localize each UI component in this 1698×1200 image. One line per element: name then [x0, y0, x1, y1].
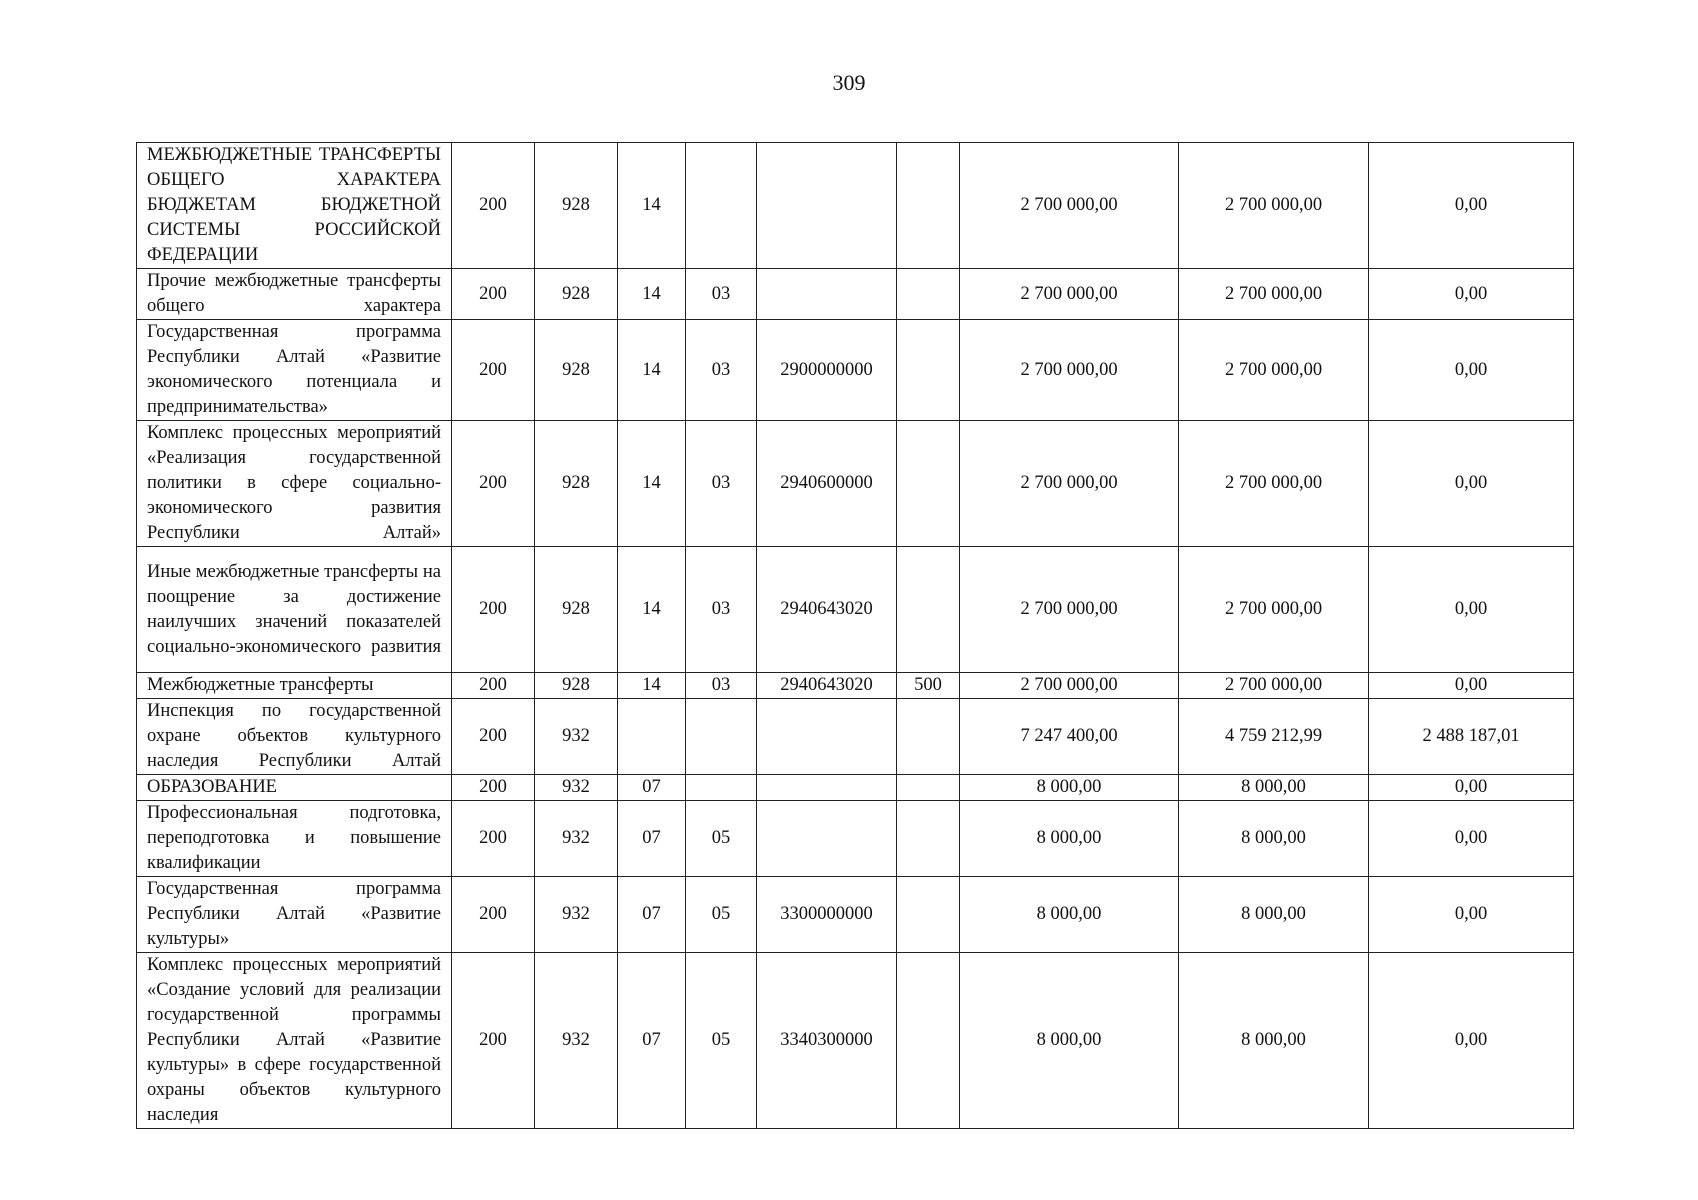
code-cell: 928	[535, 673, 618, 699]
amount-cell: 2 700 000,00	[1179, 421, 1369, 547]
code-cell	[897, 699, 960, 775]
code-cell: 05	[686, 877, 757, 953]
table-row	[137, 320, 1574, 421]
code-cell: 14	[618, 269, 686, 320]
code-cell: 07	[618, 775, 686, 801]
code-cell: 07	[618, 953, 686, 1129]
amount-cell: 2 700 000,00	[960, 547, 1179, 673]
code-cell	[897, 801, 960, 877]
row-name: Межбюджетные трансферты	[137, 673, 452, 699]
code-cell: 05	[686, 953, 757, 1129]
code-cell: 03	[686, 421, 757, 547]
amount-cell: 2 700 000,00	[960, 673, 1179, 699]
code-cell	[757, 143, 897, 269]
amount-cell: 0,00	[1369, 269, 1574, 320]
code-cell	[897, 877, 960, 953]
code-cell: 928	[535, 320, 618, 421]
amount-cell: 2 700 000,00	[1179, 547, 1369, 673]
code-cell: 932	[535, 699, 618, 775]
code-cell: 928	[535, 421, 618, 547]
code-cell: 928	[535, 269, 618, 320]
code-cell: 928	[535, 547, 618, 673]
amount-cell: 0,00	[1369, 673, 1574, 699]
amount-cell: 8 000,00	[1179, 775, 1369, 801]
code-cell	[618, 699, 686, 775]
code-cell	[757, 775, 897, 801]
amount-cell: 0,00	[1369, 547, 1574, 673]
code-cell: 05	[686, 801, 757, 877]
amount-cell: 2 700 000,00	[1179, 143, 1369, 269]
code-cell: 07	[618, 877, 686, 953]
amount-cell: 2 488 187,01	[1369, 699, 1574, 775]
amount-cell: 0,00	[1369, 953, 1574, 1129]
code-cell: 200	[452, 877, 535, 953]
amount-cell: 7 247 400,00	[960, 699, 1179, 775]
amount-cell: 2 700 000,00	[1179, 320, 1369, 421]
code-cell: 200	[452, 143, 535, 269]
code-cell: 200	[452, 673, 535, 699]
code-cell: 3300000000	[757, 877, 897, 953]
row-name: Государственная программа Республики Алтай «Развитие культуры»	[137, 877, 452, 953]
code-cell: 3340300000	[757, 953, 897, 1129]
code-cell: 14	[618, 421, 686, 547]
code-cell: 2940643020	[757, 673, 897, 699]
budget-table	[136, 142, 1574, 1129]
amount-cell: 2 700 000,00	[960, 269, 1179, 320]
amount-cell: 2 700 000,00	[960, 320, 1179, 421]
code-cell: 03	[686, 269, 757, 320]
code-cell: 03	[686, 673, 757, 699]
code-cell: 03	[686, 547, 757, 673]
code-cell: 14	[618, 673, 686, 699]
table-row	[137, 801, 1574, 877]
row-name: Профессиональная подготовка, переподготовка и повышение квалификации	[137, 801, 452, 877]
row-name: Инспекция по государственной охране объектов культурного наследия Республики Алтай	[137, 699, 452, 775]
code-cell	[757, 269, 897, 320]
code-cell: 200	[452, 320, 535, 421]
row-name: Иные межбюджетные трансферты на поощрение за достижение наилучших значений показателей социально-экономического развития	[137, 547, 452, 673]
code-cell: 932	[535, 775, 618, 801]
amount-cell: 8 000,00	[960, 953, 1179, 1129]
row-name: Комплекс процессных мероприятий «Реализация государственной политики в сфере социально-экономического развития Республики Алтай»	[137, 421, 452, 547]
code-cell	[897, 953, 960, 1129]
table-row	[137, 547, 1574, 673]
code-cell: 200	[452, 953, 535, 1129]
code-cell	[757, 801, 897, 877]
code-cell: 2940643020	[757, 547, 897, 673]
code-cell: 200	[452, 269, 535, 320]
amount-cell: 0,00	[1369, 320, 1574, 421]
code-cell: 2940600000	[757, 421, 897, 547]
row-name: ОБРАЗОВАНИЕ	[137, 775, 452, 801]
code-cell: 200	[452, 801, 535, 877]
code-cell	[686, 143, 757, 269]
amount-cell: 0,00	[1369, 877, 1574, 953]
code-cell	[897, 269, 960, 320]
code-cell	[897, 143, 960, 269]
code-cell	[757, 699, 897, 775]
amount-cell: 0,00	[1369, 421, 1574, 547]
row-name: МЕЖБЮДЖЕТНЫЕ ТРАНСФЕРТЫ ОБЩЕГО ХАРАКТЕРА БЮДЖЕТАМ БЮДЖЕТНОЙ СИСТЕМЫ РОССИЙСКОЙ ФЕДЕРАЦИИ	[137, 143, 452, 269]
code-cell	[686, 775, 757, 801]
code-cell: 2900000000	[757, 320, 897, 421]
code-cell: 07	[618, 801, 686, 877]
amount-cell: 0,00	[1369, 775, 1574, 801]
table-row	[137, 699, 1574, 775]
row-name: Прочие межбюджетные трансферты общего характера	[137, 269, 452, 320]
amount-cell: 0,00	[1369, 143, 1574, 269]
code-cell	[897, 547, 960, 673]
code-cell: 932	[535, 953, 618, 1129]
amount-cell: 8 000,00	[960, 775, 1179, 801]
code-cell: 14	[618, 547, 686, 673]
amount-cell: 4 759 212,99	[1179, 699, 1369, 775]
code-cell: 928	[535, 143, 618, 269]
row-name: Государственная программа Республики Алтай «Развитие экономического потенциала и предпринимательства»	[137, 320, 452, 421]
code-cell: 03	[686, 320, 757, 421]
amount-cell: 8 000,00	[960, 801, 1179, 877]
amount-cell: 2 700 000,00	[1179, 269, 1369, 320]
code-cell: 932	[535, 801, 618, 877]
code-cell	[686, 699, 757, 775]
amount-cell: 8 000,00	[1179, 877, 1369, 953]
table-row	[137, 421, 1574, 547]
code-cell: 200	[452, 421, 535, 547]
table-row	[137, 953, 1574, 1129]
code-cell	[897, 775, 960, 801]
code-cell: 200	[452, 699, 535, 775]
code-cell: 932	[535, 877, 618, 953]
code-cell: 200	[452, 775, 535, 801]
amount-cell: 2 700 000,00	[960, 143, 1179, 269]
code-cell: 500	[897, 673, 960, 699]
code-cell	[897, 421, 960, 547]
code-cell: 200	[452, 547, 535, 673]
table-row	[137, 775, 1574, 801]
row-name: Комплекс процессных мероприятий «Создание условий для реализации государственной программы Республики Алтай «Развитие культуры» в сфере государственной охраны объектов культурного наследия	[137, 953, 452, 1129]
page-number: 309	[832, 70, 866, 95]
code-cell: 14	[618, 320, 686, 421]
amount-cell: 2 700 000,00	[1179, 673, 1369, 699]
code-cell	[897, 320, 960, 421]
amount-cell: 8 000,00	[1179, 801, 1369, 877]
table-row	[137, 877, 1574, 953]
code-cell: 14	[618, 143, 686, 269]
amount-cell: 0,00	[1369, 801, 1574, 877]
amount-cell: 8 000,00	[960, 877, 1179, 953]
amount-cell: 2 700 000,00	[960, 421, 1179, 547]
amount-cell: 8 000,00	[1179, 953, 1369, 1129]
table-row	[137, 143, 1574, 269]
table-row	[137, 673, 1574, 699]
table-row	[137, 269, 1574, 320]
